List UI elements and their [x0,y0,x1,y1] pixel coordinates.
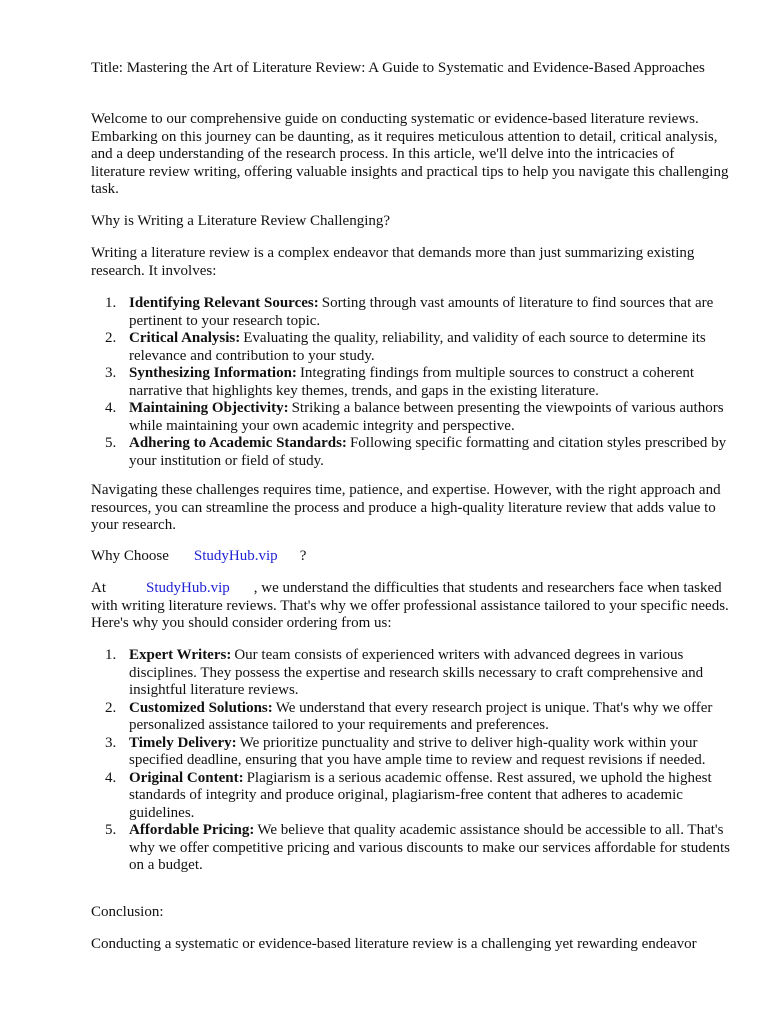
list-item [91,700,731,735]
conclusion-heading: Conclusion: [91,904,164,920]
studyhub-link[interactable]: StudyHub.vip [146,580,230,596]
document-title: Title: Mastering the Art of Literature Review: A Guide to Systematic and Evidence-Based Approaches [91,60,705,76]
list-text: We prioritize punctuality and strive to deliver high-quality work within your specified deadline, ensuring that you have ample time to review and request revisions if needed. [129,734,706,768]
at-paragraph [91,580,731,633]
list-text: We believe that quality academic assistance should be accessible to all. That's why we offer competitive pricing and various discounts to make our services affordable for students on a budget. [129,822,730,873]
conclusion-paragraph: Conducting a systematic or evidence-based literature review is a challenging yet rewarding endeavor [91,936,697,952]
list-item [91,295,731,330]
list-item [91,365,731,400]
list-term: Expert Writers: [129,647,232,663]
list-term: Timely Delivery: [129,734,237,751]
list-text: Plagiarism is a serious academic offense. Rest assured, we uphold the highest standards of integrity and produce original, plagiarism-free content that adheres to academic guidelines. [129,769,712,821]
at-text: , we understand the difficulties that students and researchers face when tasked with writing literature reviews. That's why we offer professional assistance tailored to your specific needs. Here's why you should consider ordering from us: [91,580,729,631]
list-number: 4. [105,769,117,786]
list-item [91,647,731,700]
navigating-paragraph: Navigating these challenges requires time, patience, and expertise. However, with the right approach and resources, you can streamline the process and produce a high-quality literature review that adds value to your research. [91,482,721,533]
why-choose-suffix: ? [299,548,307,564]
list-text: Evaluating the quality, reliability, and validity of each source to determine its relevance and contribution to your study. [129,330,706,364]
list-term: Customized Solutions: [129,699,273,716]
list-term: Affordable Pricing: [129,822,255,838]
list-text: Sorting through vast amounts of literature to find sources that are pertinent to your research topic. [129,295,714,329]
why-choose-heading [91,548,731,566]
list-number: 3. [105,734,117,751]
list-term: Identifying Relevant Sources: [129,295,319,311]
list-number: 2. [105,330,117,346]
list-number: 1. [105,295,117,311]
list-text: Integrating findings from multiple sources to construct a coherent narrative that highlights key themes, trends, and gaps in the existing literature. [129,365,694,399]
challenge-list [91,295,731,470]
list-term: Synthesizing Information: [129,365,297,381]
list-number: 5. [105,435,117,451]
at-prefix: At [91,580,106,596]
list-item [91,435,731,470]
list-item [91,822,731,875]
list-item [91,735,731,770]
list-item [91,400,731,435]
list-text: Our team consists of experienced writers with advanced degrees in various disciplines. They possess the expertise and research skills necessary to craft comprehensive and insightful literature reviews. [129,647,704,698]
intro-paragraph: Welcome to our comprehensive guide on conducting systematic or evidence-based literature reviews. Embarking on this journey can be daunting, as it requires meticulous attention to detail, critical analysis, and a deep understanding of the research process. In this article, we'll delve into the intricacies of literature review writing, offering valuable insights and practical tips to help you navigate this challenging task. [91,111,729,197]
list-term: Original Content: [129,769,244,786]
list-term: Adhering to Academic Standards: [129,435,347,451]
studyhub-link[interactable]: StudyHub.vip [193,548,278,564]
list-number: 1. [105,647,117,663]
list-item [91,770,731,823]
benefit-list [91,647,731,875]
list-number: 4. [105,400,117,416]
why-choose-prefix: Why Choose [91,548,169,564]
challenge-heading: Why is Writing a Literature Review Challenging? [91,213,391,229]
list-number: 5. [105,822,117,838]
list-text: Following specific formatting and citation styles prescribed by your institution or field of study. [129,435,727,469]
list-term: Critical Analysis: [129,330,241,346]
list-text: We understand that every research project is unique. That's why we offer personalized assistance tailored to your requirements and preferences. [129,699,713,733]
list-text: Striking a balance between presenting the viewpoints of various authors while maintaining your own academic integrity and perspective. [129,400,724,434]
list-term: Maintaining Objectivity: [129,400,289,416]
list-number: 2. [105,699,117,716]
challenge-lead-paragraph: Writing a literature review is a complex endeavor that demands more than just summarizing existing research. It involves: [91,245,695,279]
list-item [91,330,731,365]
list-number: 3. [105,365,117,381]
